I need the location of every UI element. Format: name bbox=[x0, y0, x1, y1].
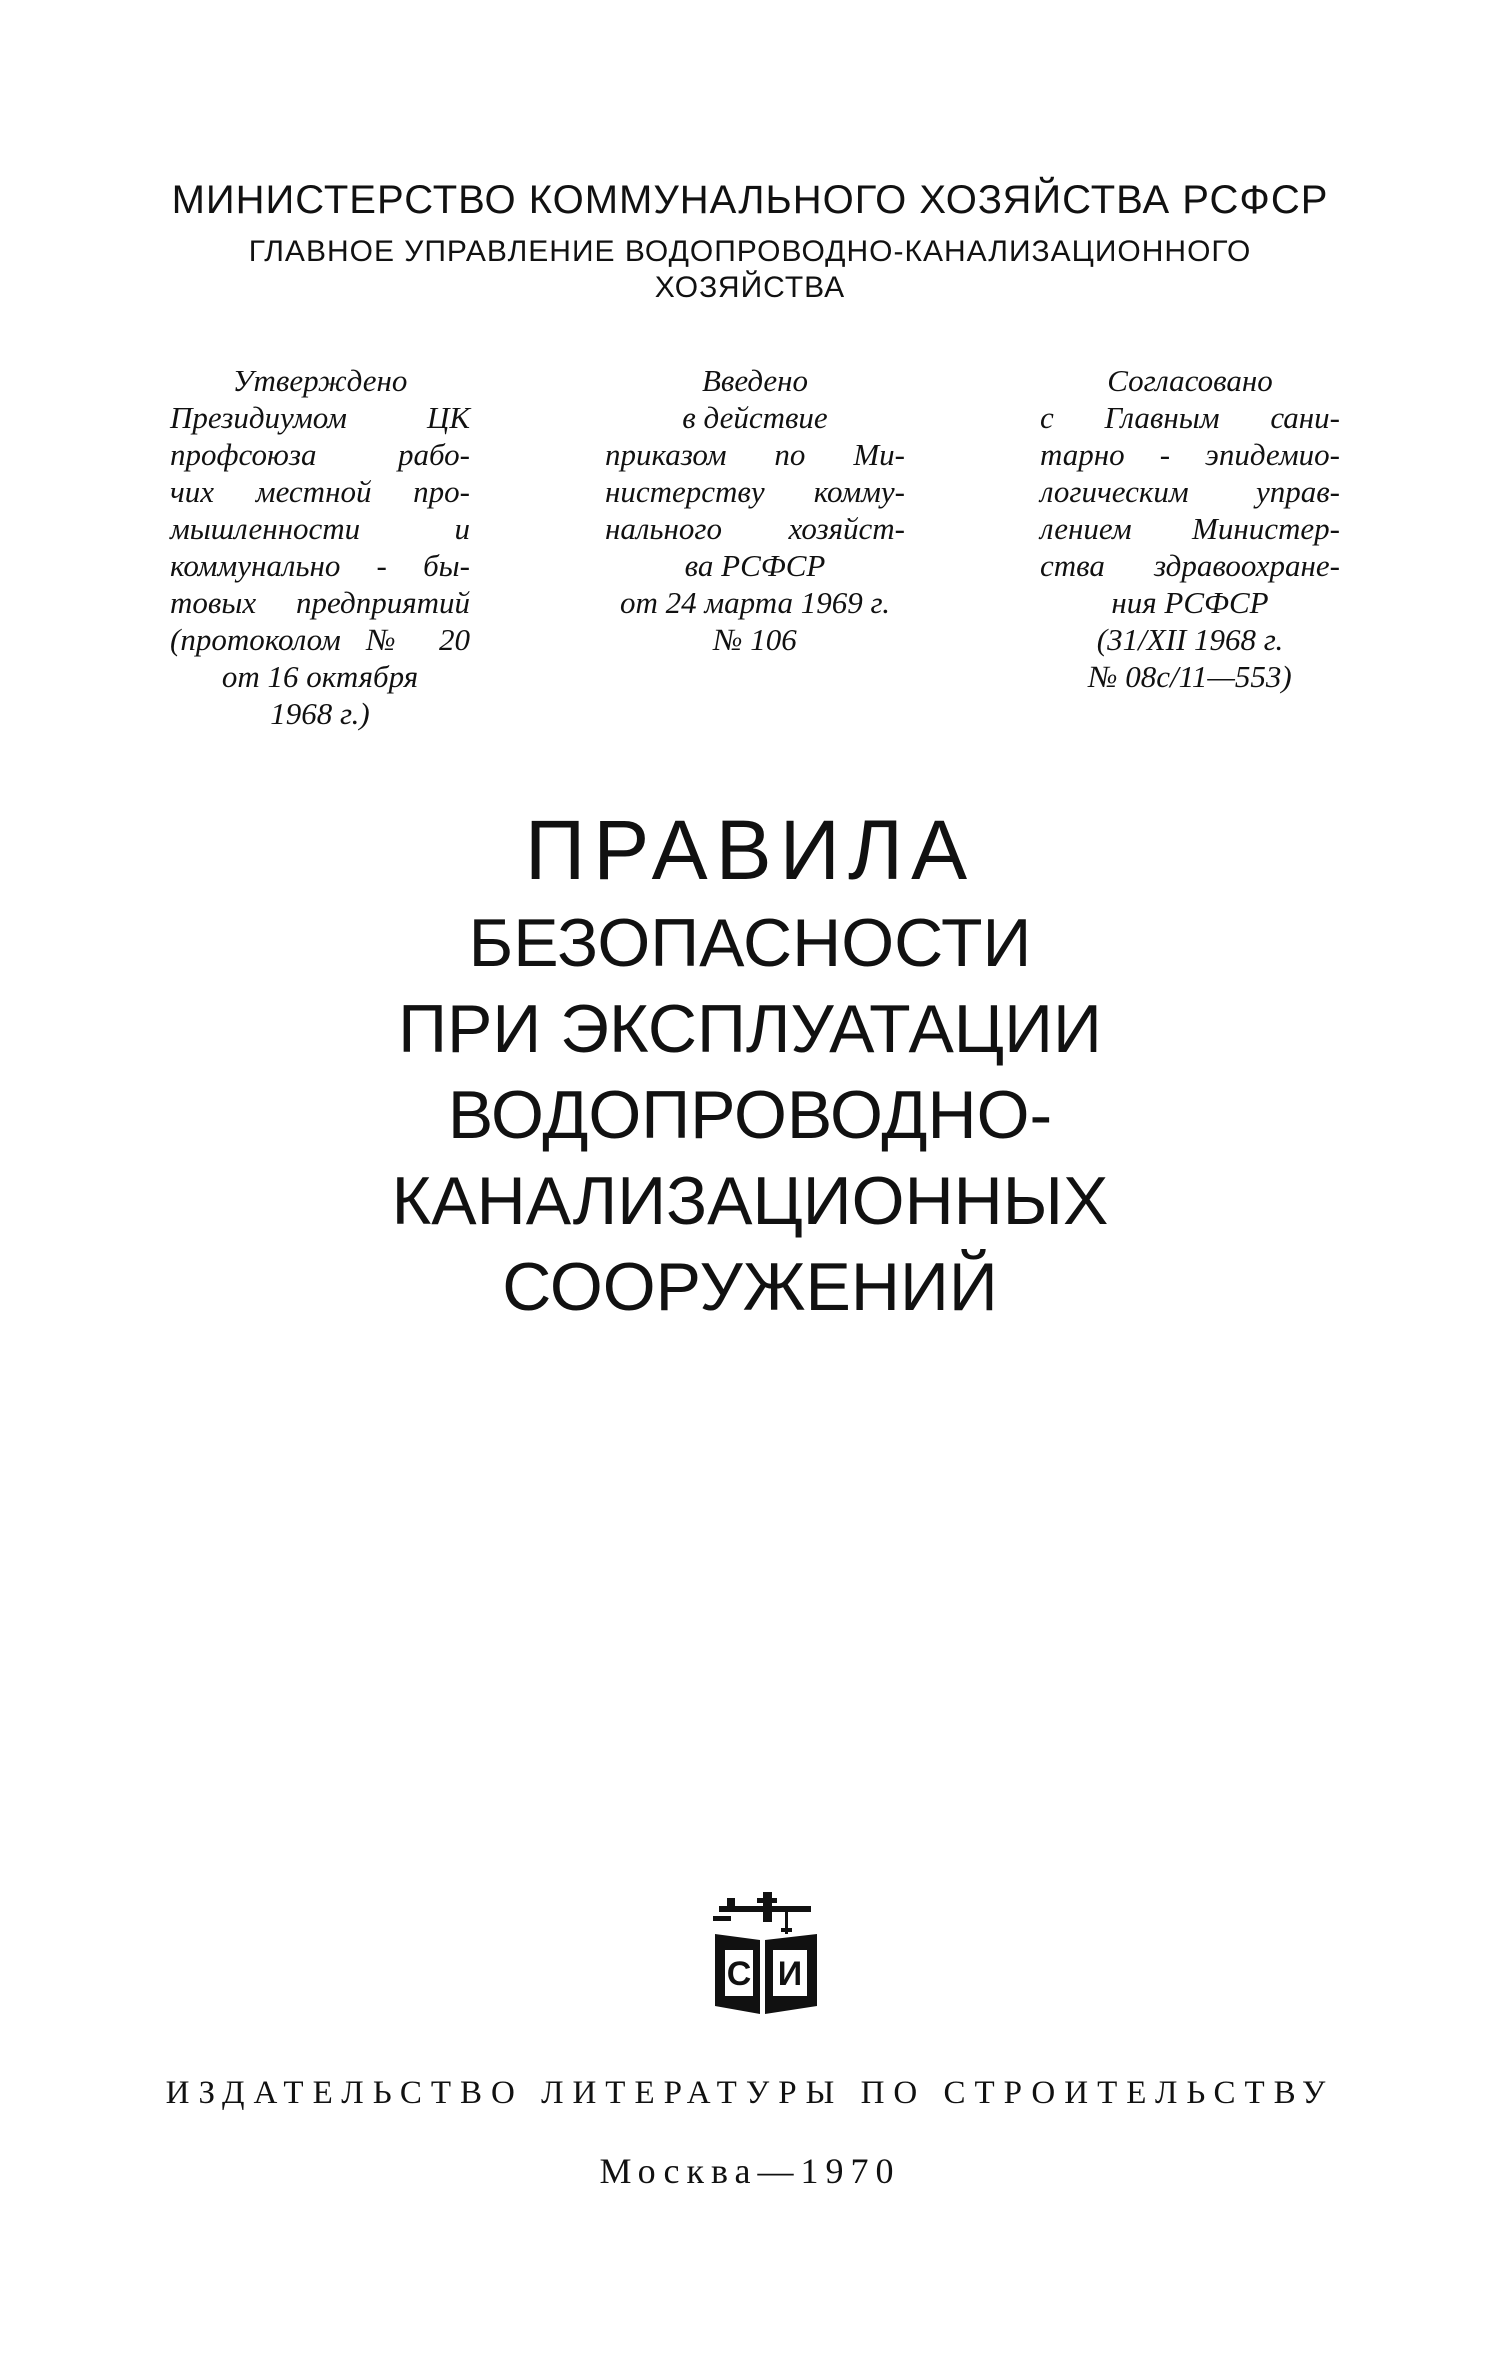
approval-line: в действие bbox=[682, 400, 828, 435]
approval-line: Утверждено bbox=[232, 363, 408, 398]
title-line: БЕЗОПАСНОСТИ bbox=[468, 905, 1032, 981]
approval-column-enacted bbox=[605, 362, 905, 732]
title-line: КАНАЛИЗАЦИОННЫХ bbox=[391, 1163, 1109, 1239]
approval-line: от 16 октября bbox=[221, 659, 419, 694]
document-title bbox=[0, 800, 1500, 1330]
logo-letter-s: С bbox=[726, 1955, 752, 1993]
approval-line: Согласовано bbox=[1107, 363, 1273, 398]
approval-line: нистерству комму- bbox=[605, 474, 905, 509]
approval-line: чих местной про- bbox=[170, 474, 470, 509]
approval-line: (протоколом № 20 bbox=[170, 622, 470, 657]
approval-line: логическим управ- bbox=[1040, 474, 1340, 509]
approval-line: лением Министер- bbox=[1040, 511, 1340, 546]
approval-line: от 24 марта 1969 г. bbox=[620, 585, 890, 620]
approval-line: приказом по Ми- bbox=[605, 437, 905, 472]
title-line: ВОДОПРОВОДНО- bbox=[447, 1077, 1053, 1153]
approval-column-agreed bbox=[1040, 362, 1340, 732]
title-line: СООРУЖЕНИЙ bbox=[502, 1249, 998, 1325]
approval-line: профсоюза рабо- bbox=[170, 437, 470, 472]
title-line: ПРИ ЭКСПЛУАТАЦИИ bbox=[398, 991, 1102, 1067]
approval-line: товых предприятий bbox=[170, 585, 470, 620]
city-year: Москва—1970 bbox=[599, 2151, 901, 2191]
approval-line: № 08с/11—553) bbox=[1088, 659, 1292, 694]
logo-letter-i: И bbox=[777, 1955, 803, 1993]
approval-line: коммунально - бы- bbox=[170, 548, 470, 583]
approval-line: мышленности и bbox=[170, 511, 470, 546]
approval-line: Президиумом ЦК bbox=[170, 400, 470, 435]
approval-columns bbox=[170, 362, 1340, 732]
title-main: ПРАВИЛА bbox=[524, 803, 976, 897]
publisher-name: ИЗДАТЕЛЬСТВО ЛИТЕРАТУРЫ ПО СТРОИТЕЛЬСТВУ bbox=[165, 2075, 1335, 2111]
approval-line: тарно - эпидемио- bbox=[1040, 437, 1340, 472]
ministry-heading: МИНИСТЕРСТВО КОММУНАЛЬНОГО ХОЗЯЙСТВА РСФСР bbox=[171, 178, 1329, 222]
approval-line: с Главным сани- bbox=[1040, 400, 1340, 435]
approval-line: ва РСФСР bbox=[684, 548, 826, 583]
book-crane-logo-icon bbox=[705, 1888, 825, 2018]
approval-line: 1968 г.) bbox=[270, 696, 370, 731]
directorate-line-1: ГЛАВНОЕ УПРАВЛЕНИЕ ВОДОПРОВОДНО-КАНАЛИЗАЦИОННОГО bbox=[248, 235, 1252, 268]
approval-line: ства здравоохране- bbox=[1040, 548, 1340, 583]
approval-line: (31/XII 1968 г. bbox=[1096, 622, 1284, 657]
approval-line: № 106 bbox=[713, 622, 797, 657]
directorate-line-2: ХОЗЯЙСТВА bbox=[654, 271, 846, 304]
approval-line: Введено bbox=[701, 363, 809, 398]
directorate-heading bbox=[0, 234, 1500, 306]
approval-column-approved bbox=[170, 362, 470, 732]
approval-line: нального хозяйст- bbox=[605, 511, 905, 546]
approval-line: ния РСФСР bbox=[1111, 585, 1269, 620]
